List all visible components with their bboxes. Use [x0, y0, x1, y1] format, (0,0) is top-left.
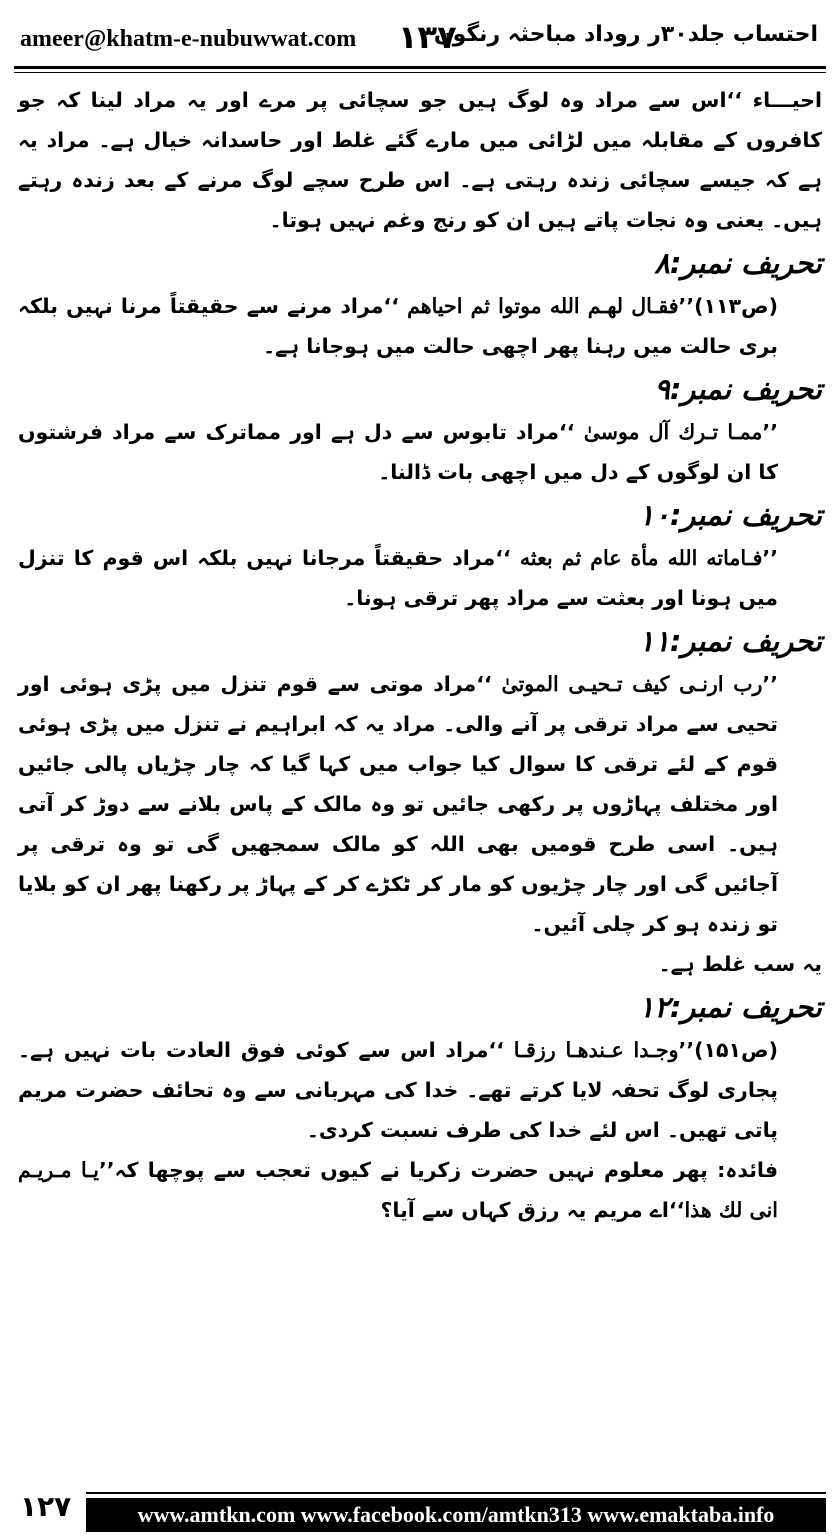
arabic-verse: ممـا تـرك آل موسىٰ: [583, 420, 763, 444]
quote-mark: ’’: [762, 672, 778, 696]
paragraph-10: [18, 538, 822, 618]
paragraph-11-end: یہ سب غلط ہے۔: [658, 952, 822, 976]
footer-page-number: ۱۲۷: [20, 1490, 72, 1523]
page-header: [18, 14, 822, 66]
arabic-verse: رب ارنـی کیف تـحيـی الموتىٰ: [501, 672, 763, 696]
page-footer: [14, 1488, 826, 1534]
paragraph-1: احیـــاء ‘‘اس سے مراد وہ لوگ ہیں جو سچائی پر مرے اور یہ مراد لینا کہ جو کافروں کے مقابلہ میں لڑائی میں مارے گئے غلط اور حاسدانہ خیال ہے۔ مراد یہ ہے کہ جیسے سچائی زندہ رہتی ہے۔ اس طرح سچے لوگ مرنے کے بعد زندہ رہتے ہیں۔ یعنی وہ نجات پاتے ہیں ان کو رنج وغم نہیں ہوتا۔: [18, 88, 822, 232]
header-rule: [14, 66, 826, 69]
header-title: احتساب جلد۳۰ر روداد مباحثہ رنگون: [433, 22, 818, 47]
paragraph-9: [18, 412, 822, 492]
paragraph-text: ‘‘مراد اس سے کوئی فوق العادت بات نہیں ہے۔ پجاری لوگ تحفہ لایا کرتے تھے۔ خدا کی مہربانی سے وہ تحائف حضرت مریم پاتی تھیں۔ اس لئے خدا کی طرف نسبت کردی۔: [18, 1038, 778, 1142]
heading-tahreef-10: تحریف نمبر:۱۰: [638, 498, 822, 532]
quote-mark: ’’: [762, 546, 778, 570]
paragraph-11: [18, 664, 822, 944]
page-ref: (ص۱۵۱)’’: [678, 1038, 778, 1062]
header-rule-thin: [14, 72, 826, 73]
paragraph-text: فائدہ: پھر معلوم نہیں حضرت زکریا نے کیوں تعجب سے پوچھا کہ’’: [98, 1158, 779, 1182]
arabic-verse: يـا مـريـم انی لك هذا: [18, 1158, 778, 1222]
paragraph-text: ‘‘اے مریم یہ رزق کہاں سے آیا؟: [380, 1198, 685, 1222]
heading-tahreef-12: تحریف نمبر:۱۲: [638, 990, 822, 1024]
footer-links[interactable]: www.amtkn.com www.facebook.com/amtkn313 www.emaktaba.info: [86, 1498, 826, 1532]
header-email: ameer@khatm-e-nubuwwat.com: [20, 26, 357, 52]
paragraph-text: ‘‘مراد حقیقتاً مرجانا نہیں بلکہ اس قوم کا تنزل میں ہونا اور بعثت سے مراد پھر ترقی ہونا۔: [18, 546, 778, 610]
heading-tahreef-9: تحریف نمبر:۹: [654, 372, 822, 406]
arabic-verse: وجـدا عـندهـا رزقـا: [513, 1038, 679, 1062]
arabic-verse: فقـال لهـم الله موتوا ثم احياهم: [407, 294, 679, 318]
arabic-verse: فـاماته الله مأة عام ثم بعثه: [519, 546, 763, 570]
heading-tahreef-8: تحریف نمبر:۸: [654, 246, 822, 280]
paragraph-text: ‘‘مراد مرنے سے حقیقتاً مرنا نہیں بلکہ بری حالت میں رہنا پھر اچھی حالت میں ہوجانا ہے۔: [18, 294, 778, 358]
paragraph-text: ‘‘مراد تابوس سے دل ہے اور مماترک سے مراد فرشتوں کا ان لوگوں کے دل میں اچھی بات ڈالنا۔: [18, 420, 778, 484]
page-body: [18, 80, 822, 1230]
paragraph-12: [18, 1030, 822, 1150]
footer-rule: [86, 1492, 826, 1494]
paragraph-faida: [18, 1150, 822, 1230]
paragraph-text: ‘‘مراد موتی سے قوم تنزل میں پڑی ہوئی اور تحیی سے مراد ترقی پر آنے والی۔ مراد یہ کہ ابراہیم نے تنزل میں پڑی ہوئی قوم کے لئے ترقی کا سوال کیا جواب میں کہا گیا کہ چار چڑیاں پالی جائیں اور مختلف پہاڑوں پر رکھی جائیں تو وہ مالک کے پاس بلانے سے دوڑ کر آتی ہیں۔ اسی طرح قومیں بھی اللہ کو مالک سمجھیں گی تو وہ ترقی پر آجائیں گی اور چار چڑیوں کو مار کر ٹکڑے کر کے پہاڑ پر رکھنا پھر ان کو بلایا تو زندہ ہو کر چلی آئیں۔: [18, 672, 778, 936]
page-ref: (ص۱۱۳)’’: [678, 294, 778, 318]
header-page-number: ۱۳۷: [398, 18, 457, 56]
paragraph-8: [18, 286, 822, 366]
heading-tahreef-11: تحریف نمبر:۱۱: [638, 624, 822, 658]
quote-mark: ’’: [762, 420, 778, 444]
